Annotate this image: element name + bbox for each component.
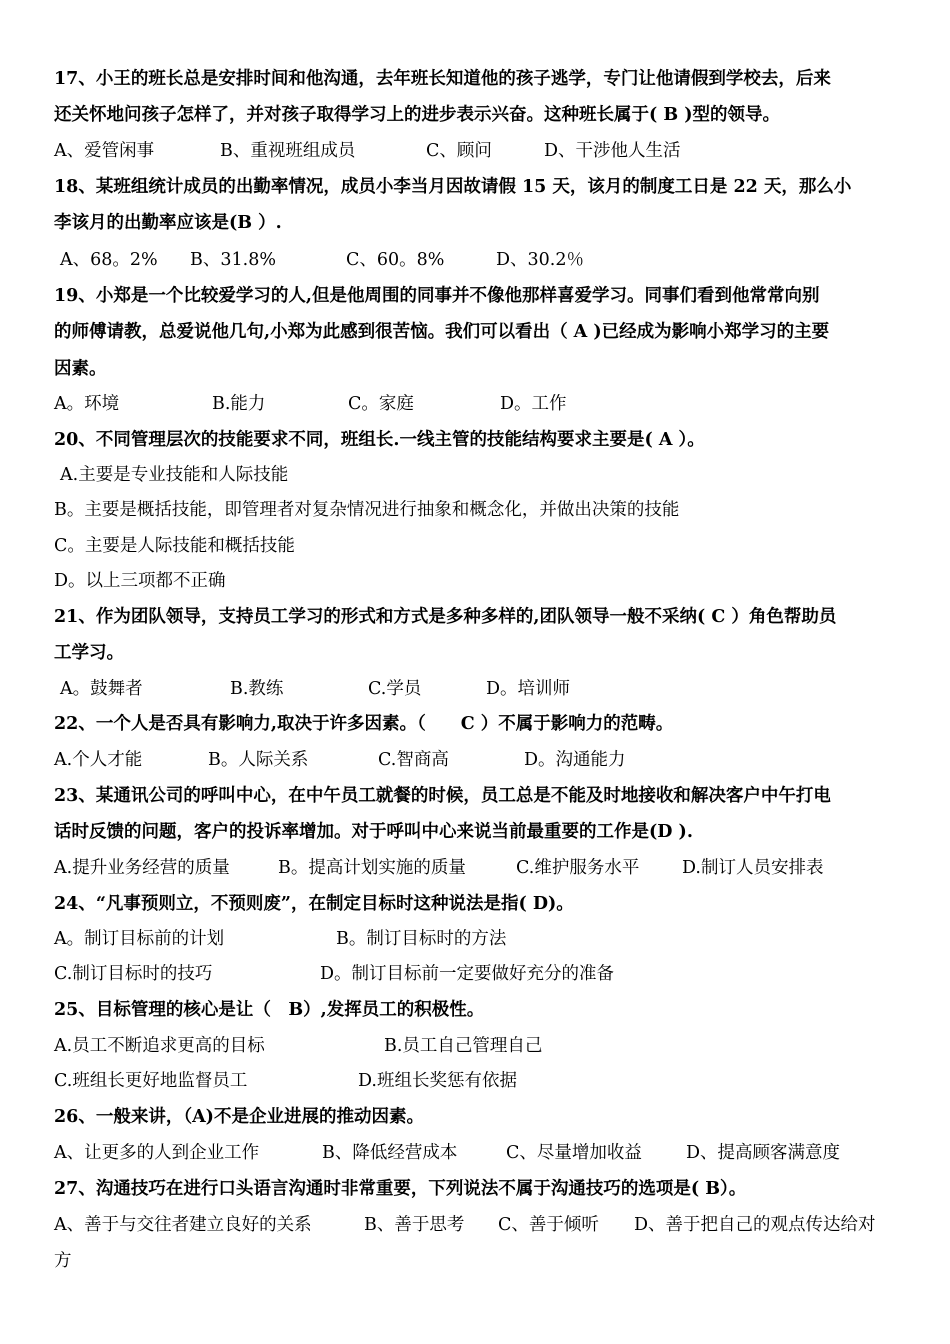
option-a: A、让更多的人到企业工作 [54, 1143, 260, 1163]
question-20-option-c: C。主要是人际技能和概括技能 [54, 536, 295, 556]
question-21-line-1: 21、作为团队领导，支持员工学习的形式和方式是多种多样的,团队领导一般不采纳( C ）角色帮助员 [54, 607, 837, 627]
question-21-line-2: 工学习。 [54, 643, 124, 663]
question-20-option-d: D。以上三项都不正确 [54, 571, 226, 591]
question-18-line-1: 18、某班组统计成员的出勤率情况，成员小李当月因故请假 15 天，该月的制度工日是 22 天，那么小 [54, 177, 852, 197]
option-d: D.制订人员安排表 [682, 858, 824, 878]
question-23-options [54, 855, 914, 881]
question-23-line-1: 23、某通讯公司的呼叫中心，在中午员工就餐的时候，员工总是不能及时地接收和解决客户中午打电 [54, 786, 831, 806]
option-b: B、降低经营成本 [322, 1143, 458, 1163]
option-a: A。鼓舞者 [60, 679, 143, 699]
option-a: A.员工不断追求更高的目标 [54, 1036, 265, 1056]
option-b: B.能力 [212, 394, 266, 414]
question-22-options [54, 747, 914, 773]
question-25-line-1: 25、目标管理的核心是让（ B）,发挥员工的积极性。 [54, 1000, 485, 1020]
option-c: C、60。8% [346, 250, 445, 270]
question-19-line-3: 因素。 [54, 359, 107, 379]
question-25-options-row-1 [54, 1033, 914, 1059]
question-23-line-2: 话时反馈的问题，客户的投诉率增加。对于呼叫中心来说当前最重要的工作是(D ). [54, 822, 693, 842]
option-d: D.班组长奖惩有依据 [358, 1071, 517, 1091]
question-21-options [54, 676, 914, 702]
question-18-line-2: 李该月的出勤率应该是(B ）. [54, 213, 282, 233]
question-18-options [54, 247, 914, 273]
option-b: B。制订目标时的方法 [336, 929, 507, 949]
question-20-option-a: A.主要是专业技能和人际技能 [60, 465, 289, 485]
option-d: D、30.2％ [496, 250, 584, 270]
question-27-option-d-continued: 方 [54, 1251, 72, 1271]
option-a: A、68。2% [60, 250, 158, 270]
option-c: C.制订目标时的技巧 [54, 964, 213, 984]
option-a: A、善于与交往者建立良好的关系 [54, 1215, 312, 1235]
option-a: A。制订目标前的计划 [54, 929, 225, 949]
option-b: B。人际关系 [208, 750, 309, 770]
option-b: B、重视班组成员 [220, 141, 356, 161]
option-b: B.教练 [230, 679, 284, 699]
question-24-options-row-1 [54, 926, 914, 952]
option-b: B。提高计划实施的质量 [278, 858, 466, 878]
option-d: D、善于把自己的观点传达给对 [634, 1215, 876, 1235]
question-26-options [54, 1140, 914, 1166]
option-d: D。制订目标前一定要做好充分的准备 [320, 964, 615, 984]
option-a: A。环境 [54, 394, 120, 414]
option-d: D、提高顾客满意度 [686, 1143, 841, 1163]
option-c: C.智商高 [378, 750, 449, 770]
option-a: A、爱管闲事 [54, 141, 155, 161]
question-25-options-row-2 [54, 1068, 914, 1094]
option-c: C.学员 [368, 679, 422, 699]
question-17-line-1: 17、小王的班长总是安排时间和他沟通，去年班长知道他的孩子逃学，专门让他请假到学校去，后来 [54, 69, 831, 89]
option-a: A.提升业务经营的质量 [54, 858, 230, 878]
option-c: C.班组长更好地监督员工 [54, 1071, 248, 1091]
option-d: D、干涉他人生活 [544, 141, 681, 161]
question-27-options [54, 1212, 914, 1238]
question-24-options-row-2 [54, 961, 914, 987]
option-b: B.员工自己管理自己 [384, 1036, 543, 1056]
question-17-options [54, 138, 914, 164]
option-d: D。沟通能力 [524, 750, 626, 770]
option-d: D。培训师 [486, 679, 571, 699]
question-24-line-1: 24、“凡事预则立，不预则废”，在制定目标时这种说法是指( D)。 [54, 894, 574, 914]
question-22-line-1: 22、一个人是否具有影响力,取决于许多因素。（ C ）不属于影响力的范畴。 [54, 714, 674, 734]
option-c: C。家庭 [348, 394, 414, 414]
option-b: B、31.8% [190, 250, 276, 270]
option-b: B、善于思考 [364, 1215, 465, 1235]
question-19-line-1: 19、小郑是一个比较爱学习的人,但是他周围的同事并不像他那样喜爱学习。同事们看到他常常向别 [54, 286, 820, 306]
question-19-line-2: 的师傅请教，总爱说他几句,小郑为此感到很苦恼。我们可以看出（ A )已经成为影响小郑学习的主要 [54, 322, 830, 342]
option-c: C、尽量增加收益 [506, 1143, 642, 1163]
question-20-option-b: B。主要是概括技能，即管理者对复杂情况进行抽象和概念化，并做出决策的技能 [54, 500, 680, 520]
question-27-line-1: 27、沟通技巧在进行口头语言沟通时非常重要，下列说法不属于沟通技巧的选项是( B）。 [54, 1179, 747, 1199]
option-a: A.个人才能 [54, 750, 143, 770]
question-26-line-1: 26、一般来讲，（A)不是企业进展的推动因素。 [54, 1107, 424, 1127]
question-20-line-1: 20、不同管理层次的技能要求不同，班组长.一线主管的技能结构要求主要是( A ）。 [54, 430, 705, 450]
question-19-options [54, 391, 914, 417]
option-c: C、善于倾听 [498, 1215, 599, 1235]
question-17-line-2: 还关怀地问孩子怎样了，并对孩子取得学习上的进步表示兴奋。这种班长属于( B )型的领导。 [54, 105, 781, 125]
option-d: D。工作 [500, 394, 567, 414]
option-c: C.维护服务水平 [516, 858, 640, 878]
option-c: C、顾问 [426, 141, 492, 161]
